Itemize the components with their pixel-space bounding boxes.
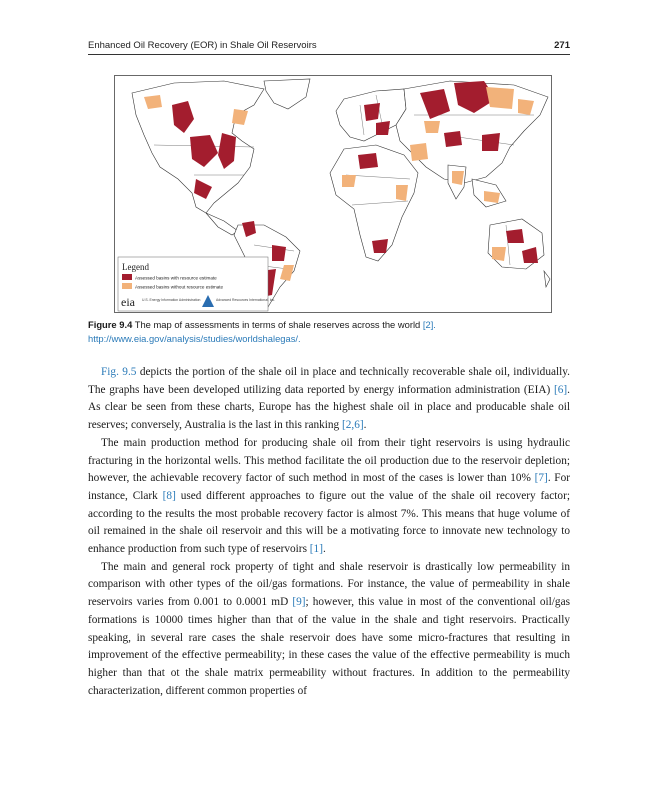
map-legend bbox=[118, 257, 275, 311]
figure-caption bbox=[88, 318, 570, 345]
legend-swatch-with-estimate bbox=[122, 274, 132, 280]
basin-north-africa bbox=[358, 153, 378, 169]
citation[interactable]: [7] bbox=[534, 472, 548, 485]
legend-title: Legend bbox=[122, 262, 149, 272]
citation[interactable]: [6] bbox=[553, 383, 568, 396]
basin-indonesia bbox=[484, 191, 500, 203]
paragraph-2 bbox=[88, 435, 570, 559]
basin-china-west bbox=[444, 131, 462, 147]
basin-india bbox=[452, 171, 464, 185]
paragraph-2-text-b: . For instance, Clark bbox=[88, 472, 570, 502]
legend-label-without-estimate: Assessed basins without resource estimate bbox=[135, 284, 224, 290]
world-shale-map bbox=[114, 75, 552, 313]
running-title: Enhanced Oil Recovery (EOR) in Shale Oil Reservoirs bbox=[88, 40, 317, 51]
paragraph-1-text-a: depicts the portion of the shale oil in place and technically recoverable shale oil, individually. The graphs have been developed utilizing data reported by energy information administration (EIA) bbox=[88, 366, 570, 396]
figure-label: Figure 9.4 bbox=[88, 319, 133, 330]
paragraph-1-text-c: . bbox=[363, 419, 367, 432]
header-rule bbox=[88, 54, 570, 55]
ari-logo-caption: Advanced Resources International, Inc. bbox=[216, 298, 276, 302]
basin-central-asia bbox=[424, 121, 440, 133]
legend-label-with-estimate: Assessed basins with resource estimate bbox=[135, 275, 217, 281]
basin-west-africa bbox=[342, 175, 356, 187]
basin-australia-west bbox=[492, 247, 506, 261]
paragraph-2-text-a: The main production method for producing shale oil from their tight reservoirs is using hydraulic fracturing in the horizontal wells. This method facilitate the oil production due to the reservoir depletion; however, the achievable recovery factor of such method in most of the cases is lower than 10% bbox=[88, 436, 570, 485]
fig-reference[interactable]: Fig. 9.5 bbox=[101, 366, 137, 378]
paragraph-3 bbox=[88, 559, 570, 701]
paragraph-3-text-b: ; however, this value in most of the conventional oil/gas formations is 10000 times higher than that of the value in the shale and tight reservoirs. Practically speaking, in several rare cases the shale reservoir does have some micro-fractures that resulting in improvement of the effective permeability; in these cases the value of the effective permeability is much higher than that ot the shale matrix permeability without fractures. In addition to the permeability characterization, different common properties of bbox=[88, 596, 570, 697]
paragraph-1-text-b: . As clear be seen from these charts, Europe has the highest shale oil in place and producable shale oil reserves; conversely, Australia is the last in this ranking bbox=[88, 383, 570, 432]
figure-caption-text: The map of assessments in terms of shale reserves across the world bbox=[134, 319, 421, 330]
body-text bbox=[88, 364, 570, 700]
basin-australia-north bbox=[506, 229, 524, 243]
citation[interactable]: [9] bbox=[292, 596, 306, 609]
citation[interactable]: [1] bbox=[309, 543, 323, 556]
basin-europe-north bbox=[364, 103, 380, 121]
page-number: 271 bbox=[554, 40, 570, 51]
paragraph-3-text-a: The main and general rock property of tight and shale reservoir is drastically low permeability in comparison with other types of the oil/gas formations. For instance, the value of permeability in shale reservoirs varies from 0.001 to 0.0001 mD bbox=[88, 560, 570, 609]
basin-south-africa bbox=[372, 239, 388, 253]
running-header bbox=[88, 40, 570, 54]
basin-russia-central bbox=[486, 87, 514, 109]
legend-swatch-without-estimate bbox=[122, 283, 132, 289]
basin-china-east bbox=[482, 133, 500, 151]
citation[interactable]: [2,6] bbox=[342, 419, 364, 432]
eia-logo: eia bbox=[121, 295, 135, 309]
caption-citation[interactable]: [2]. bbox=[422, 319, 436, 330]
paragraph-2-text-c: used different approaches to figure out the value of the shale oil recovery factor; according to the results the most probable recovery factor is almost 7%. This means that huge volume of oil remained in the shale oil reservoir and this will be a motivating force to innovate new technology to enhance production from such type of reservoirs bbox=[88, 489, 570, 556]
basin-east-africa bbox=[396, 185, 408, 201]
paragraph-1 bbox=[88, 364, 570, 435]
eia-logo-caption: U.S. Energy Information Administration bbox=[142, 298, 201, 302]
citation[interactable]: [8] bbox=[162, 489, 176, 502]
paragraph-2-text-d: . bbox=[322, 543, 326, 556]
basin-brazil bbox=[272, 245, 286, 261]
basin-middle-east bbox=[410, 143, 428, 161]
basin-europe-south bbox=[376, 121, 390, 135]
caption-url[interactable]: http://www.eia.gov/analysis/studies/worldshalegas/. bbox=[88, 332, 301, 344]
